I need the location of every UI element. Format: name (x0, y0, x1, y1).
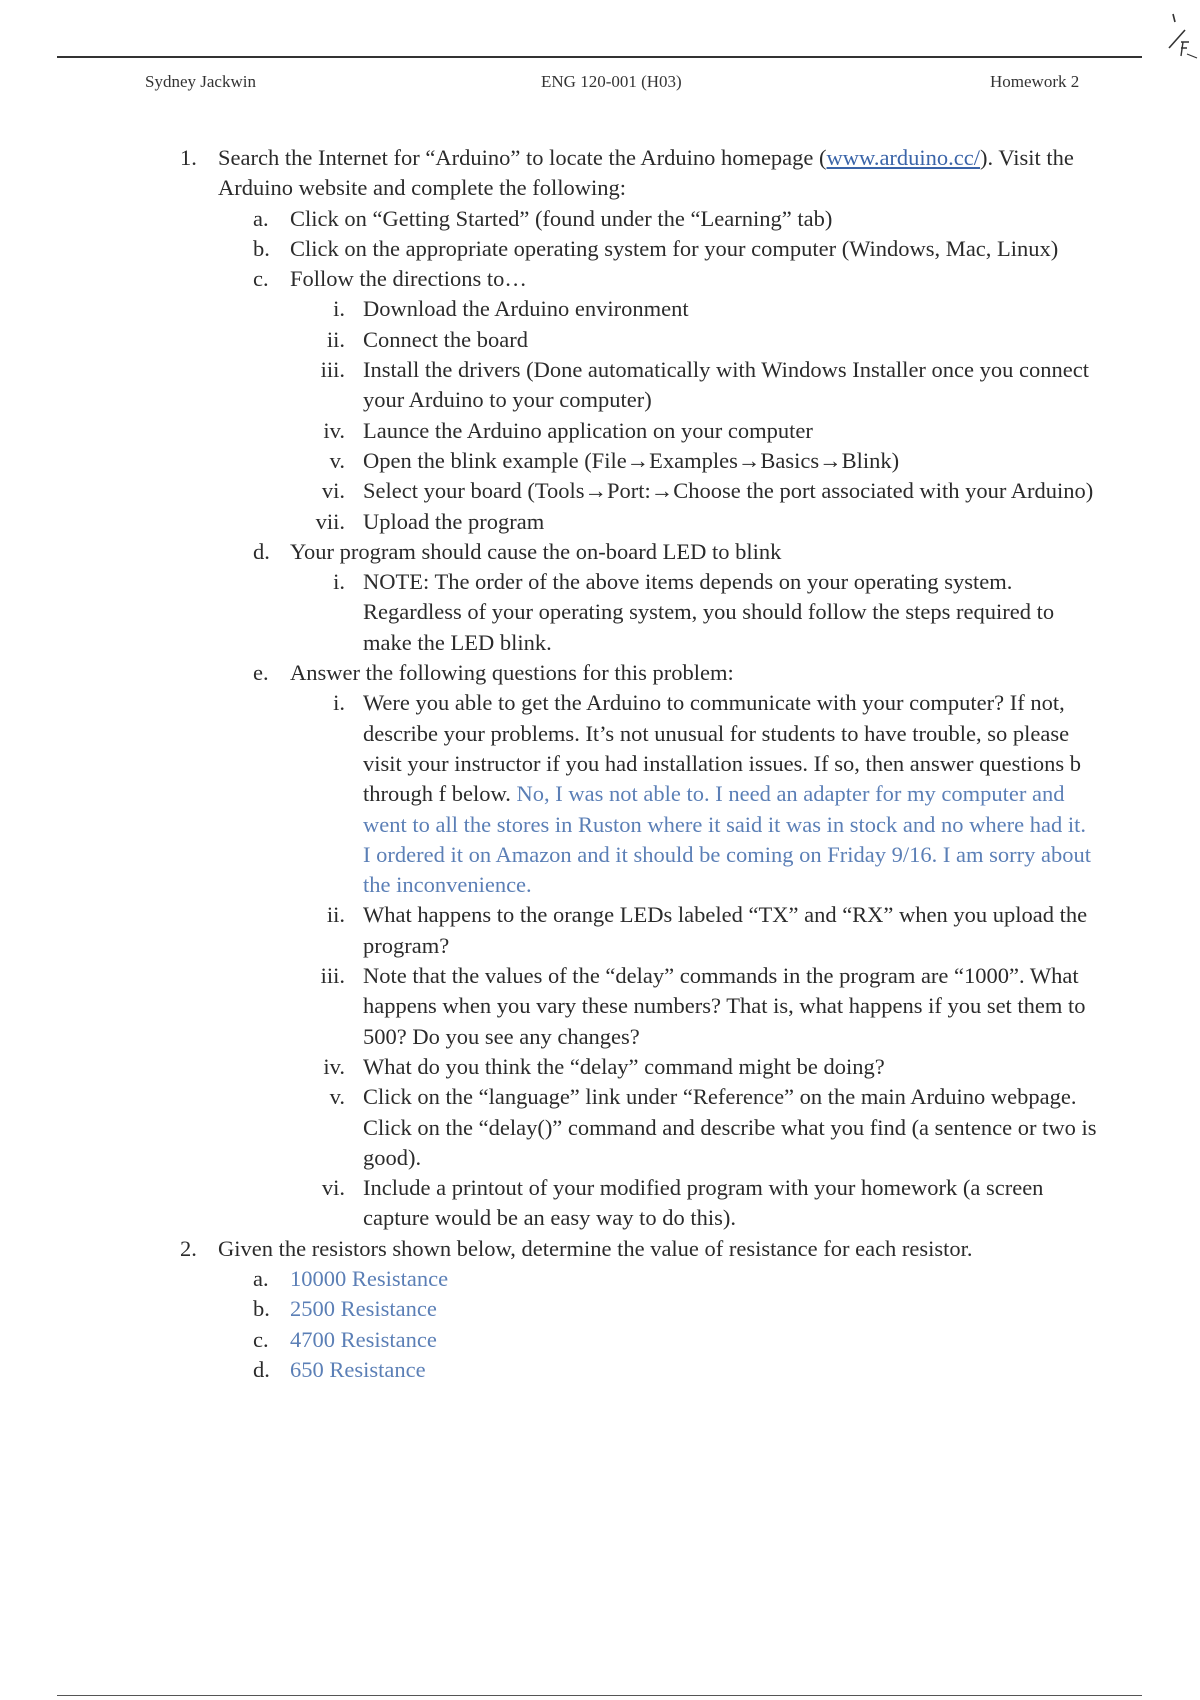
substep-text: Download the Arduino environment (363, 296, 689, 322)
substep (0, 1082, 1200, 1173)
substep (0, 355, 1200, 416)
step-b (0, 234, 1200, 264)
question-text: Include a printout of your modified program with your homework (a screen capture would be an easy way to do this). (363, 1175, 1044, 1231)
question-2-text: Given the resistors shown below, determine the value of resistance for each resistor. (218, 1235, 973, 1261)
list-marker: 1. (180, 145, 197, 170)
step-text: Follow the directions to… (290, 266, 527, 292)
list-marker: iv. (323, 417, 345, 443)
resistor-answer (0, 1325, 1200, 1355)
list-marker: d. (253, 1356, 270, 1382)
step-text: Your program should cause the on-board LED to blink (290, 538, 782, 564)
step-text: Click on “Getting Started” (found under the “Learning” tab) (290, 205, 833, 231)
list-marker: ii. (326, 326, 345, 352)
list-marker: c. (253, 266, 269, 292)
list-marker: v. (329, 447, 345, 473)
list-marker: v. (329, 1084, 345, 1110)
note-text: NOTE: The order of the above items depends on your operating system. Regardless of your operating system, you should follow the steps required to make the LED blink. (363, 569, 1055, 655)
question-2 (0, 1234, 1200, 1264)
step-d (0, 537, 1200, 567)
resistor-answer (0, 1264, 1200, 1294)
substep (0, 325, 1200, 355)
question-1-text: Search the Internet for “Arduino” to locate the Arduino homepage (www.arduino.cc/). Visit the Arduino website and complete the following: (218, 145, 1074, 201)
question-text: What do you think the “delay” command might be doing? (363, 1053, 885, 1079)
substep (0, 476, 1200, 506)
homework-body (0, 143, 1200, 1385)
question-1 (0, 143, 1200, 204)
substep (0, 961, 1200, 1052)
course-code: ENG 120-001 (H03) (541, 72, 682, 91)
step-text: Click on the appropriate operating system for your computer (Windows, Mac, Linux) (290, 235, 1059, 261)
question-text: Note that the values of the “delay” commands in the program are “1000”. What happens when you vary these numbers? That is, what happens if you set them to 500? Do you see any changes? (363, 963, 1086, 1049)
footer-rule (57, 1695, 1142, 1696)
substep (0, 567, 1200, 658)
list-marker: i. (333, 569, 345, 595)
substep (0, 446, 1200, 476)
list-marker: ii. (326, 902, 345, 928)
student-answer: 10000 Resistance (290, 1265, 449, 1291)
substep (0, 688, 1200, 900)
step-a (0, 204, 1200, 234)
list-marker: vii. (315, 508, 345, 534)
substep (0, 900, 1200, 961)
list-marker: b. (253, 235, 270, 261)
list-marker: iii. (320, 357, 345, 383)
substep (0, 507, 1200, 537)
substep (0, 294, 1200, 324)
step-e (0, 658, 1200, 688)
list-marker: iv. (323, 1053, 345, 1079)
list-marker: vi. (321, 1175, 345, 1201)
substep-text: Open the blink example (File→Examples→Basics→Blink) (363, 447, 900, 473)
arduino-homepage-link[interactable]: www.arduino.cc/ (826, 145, 981, 170)
question-text: Click on the “language” link under “Reference” on the main Arduino webpage. Click on the “delay()” command and describe what you find (a sentence or two is good). (363, 1084, 1097, 1170)
student-answer: 650 Resistance (290, 1356, 426, 1382)
question-text: What happens to the orange LEDs labeled “TX” and “RX” when you upload the program? (363, 902, 1088, 958)
student-name: Sydney Jackwin (145, 72, 256, 91)
margin-scribble-icon (1165, 8, 1199, 64)
substep-text: Launce the Arduino application on your computer (363, 417, 813, 443)
question-text: Were you able to get the Arduino to communicate with your computer? If not, describe your problems. It’s not unusual for students to have trouble, so please visit your instructor if you had installation issues. If so, then answer questions b through f below. No, I was not able to. I need an adapter for my computer and went to all the stores in Ruston where it said it was in stock and no where had it. I ordered it on Amazon and it should be coming on Friday 9/16. I am sorry about the inconvenience. (363, 690, 1091, 898)
list-marker: vi. (321, 478, 345, 504)
step-c (0, 264, 1200, 294)
list-marker: a. (253, 1265, 269, 1291)
assignment-title: Homework 2 (990, 72, 1080, 91)
list-marker: c. (253, 1326, 269, 1352)
student-answer: No, I was not able to. I need an adapter for my computer and went to all the stores in Ruston where it said it was in stock and no where had it. I ordered it on Amazon and it should be coming on Friday 9/16. I am sorry about the inconvenience. (363, 781, 1091, 898)
resistor-answer (0, 1294, 1200, 1324)
list-marker: d. (253, 538, 270, 564)
list-marker: b. (253, 1296, 270, 1322)
list-marker: iii. (320, 963, 345, 989)
resistor-answer (0, 1355, 1200, 1385)
header-rule (57, 56, 1142, 58)
list-marker: i. (333, 690, 345, 716)
list-marker: 2. (180, 1235, 197, 1261)
step-text: Answer the following questions for this problem: (290, 660, 734, 686)
substep (0, 416, 1200, 446)
list-marker: e. (253, 660, 269, 686)
substep (0, 1052, 1200, 1082)
substep-text: Upload the program (363, 508, 545, 534)
list-marker: a. (253, 205, 269, 231)
list-marker: i. (333, 296, 345, 322)
student-answer: 2500 Resistance (290, 1296, 437, 1322)
substep (0, 1173, 1200, 1234)
substep-text: Select your board (Tools→Port:→Choose the port associated with your Arduino) (363, 478, 1094, 504)
substep-text: Connect the board (363, 326, 528, 352)
substep-text: Install the drivers (Done automatically with Windows Installer once you connect your Arduino to your computer) (363, 357, 1089, 413)
student-answer: 4700 Resistance (290, 1326, 437, 1352)
